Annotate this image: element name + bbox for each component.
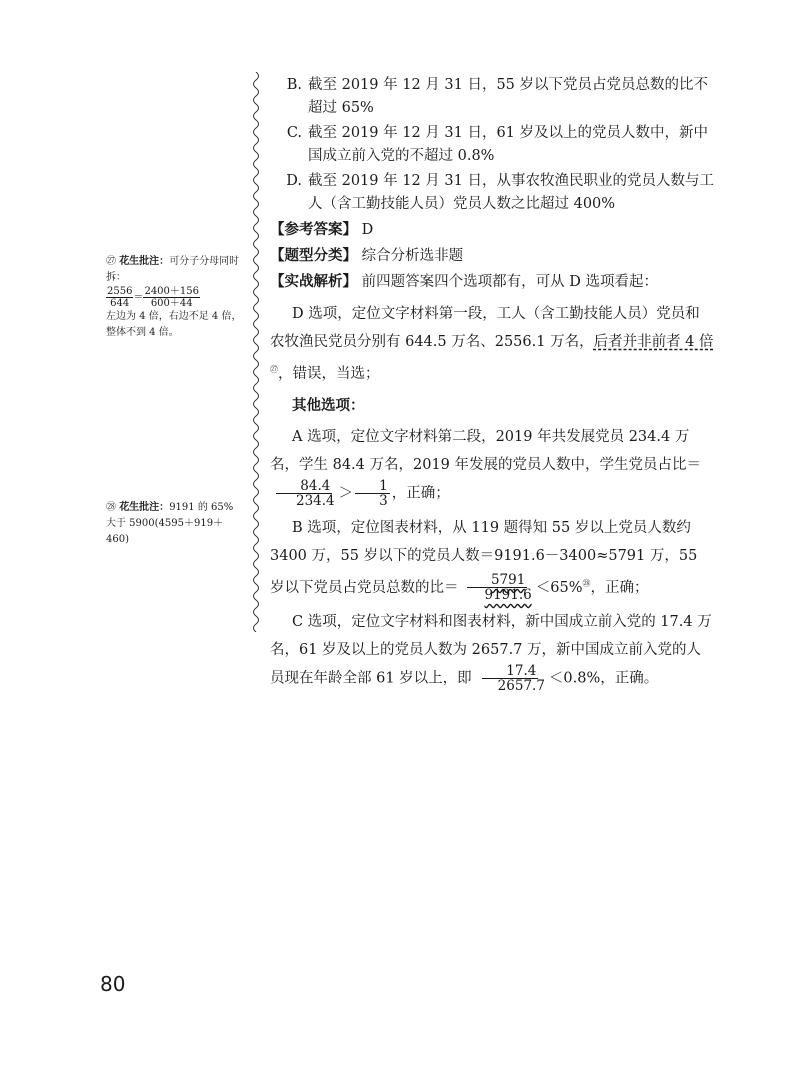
note-text-2: 左边为 4 倍，右边不足 4 倍，整体不到 4 倍。 — [106, 311, 242, 338]
note-label: 花生批注： — [119, 256, 170, 267]
fraction-a: $\frac{84.4}{234.4}$ — [272, 479, 337, 508]
analysis-c: C 选项，定位文字材料和图表材料，新中国成立前入党的 17.4 万名，61 岁及以上的党员人数为 2657.7 万，新中国成立前入党的人员现在年龄全部 61 岁以上，即 $\frac{17.4}{2657.7}$ ＜0.8%，正确。 — [270, 614, 712, 695]
note-mark: ㉗ — [106, 256, 116, 267]
note-text: 9191 的 65% 大于 5900(4595＋919＋460) — [106, 502, 234, 545]
category-line: 【题型分类】 综合分析选非题 — [270, 247, 464, 264]
option-c: C. 截至 2019 年 12 月 31 日，61 岁及以上的党员人数中，新中国成立前入党的不超过 0.8% — [286, 125, 709, 164]
option-d: D. 截至 2019 年 12 月 31 日，从事农牧渔民职业的党员人数与工人（含工勤技能人员）党员人数之比超过 400% — [286, 173, 714, 212]
analysis-intro: 前四题答案四个选项都有，可从 D 选项看起： — [361, 274, 658, 290]
main-column — [270, 74, 714, 697]
page-number: 80 — [100, 972, 126, 996]
option-b: B. 截至 2019 年 12 月 31 日，55 岁以下党员占党员总数的比不超过 65% — [286, 77, 709, 116]
note-fraction-2: $\frac{2400+156}{600+44}$ — [144, 286, 199, 309]
analysis-line: 【实战解析】 前四题答案四个选项都有，可从 D 选项看起： — [270, 273, 658, 290]
other-options-heading: 其他选项： — [292, 396, 365, 414]
answer-line: 【参考答案】 D — [270, 221, 374, 238]
fraction-b: $\frac{5791}{9191.6}$ — [461, 573, 534, 602]
analysis-b: B 选项，定位图表材料，从 119 题得知 55 岁以上党员人数约 3400 万，55 岁以下的党员人数＝9191.6－3400≈5791 万，55 岁以下党员占党员总数的比＝ $\frac{5791}{9191.6}$ ＜65%$^㉘$，正确； — [270, 519, 698, 604]
side-note-28 — [106, 500, 244, 548]
category-value: 综合分析选非题 — [361, 248, 464, 264]
note-mark: ㉘ — [106, 502, 116, 513]
analysis-d: D 选项，定位文字材料第一段，工人（含工勤技能人员）党员和农牧渔民党员分别有 644.5 万名、2556.1 万名，后者并非前者 4 倍$^㉗$，错误，当选； — [270, 306, 714, 382]
wavy-divider — [248, 72, 264, 632]
note-label: 花生批注： — [119, 502, 170, 513]
fraction-c: $\frac{17.4}{2657.7}$ — [474, 664, 547, 693]
side-note-27: ㉗ 花生批注：可分子分母同时拆： $\frac{2556}{644}$ ＝ $\frac{2400+156}{600+44}$ 左边为 4 倍，右边不足 4 倍，整体不到 4 倍。 — [106, 256, 242, 338]
fraction-a2: $\frac{1}{3}$ — [355, 479, 390, 508]
note-text: 可分子分母同时拆： — [106, 256, 240, 283]
note-fraction-1: $\frac{2556}{644}$ — [107, 286, 133, 309]
analysis-a: A 选项，定位文字材料第二段，2019 年共发展党员 234.4 万名，学生 84.4 万名，2019 年发展的党员人数中，学生党员占比＝ $\frac{84.4}{234.4}$ ＞ $\frac{1}{3}$ ，正确； — [270, 428, 702, 509]
answer-value: D — [361, 222, 374, 238]
